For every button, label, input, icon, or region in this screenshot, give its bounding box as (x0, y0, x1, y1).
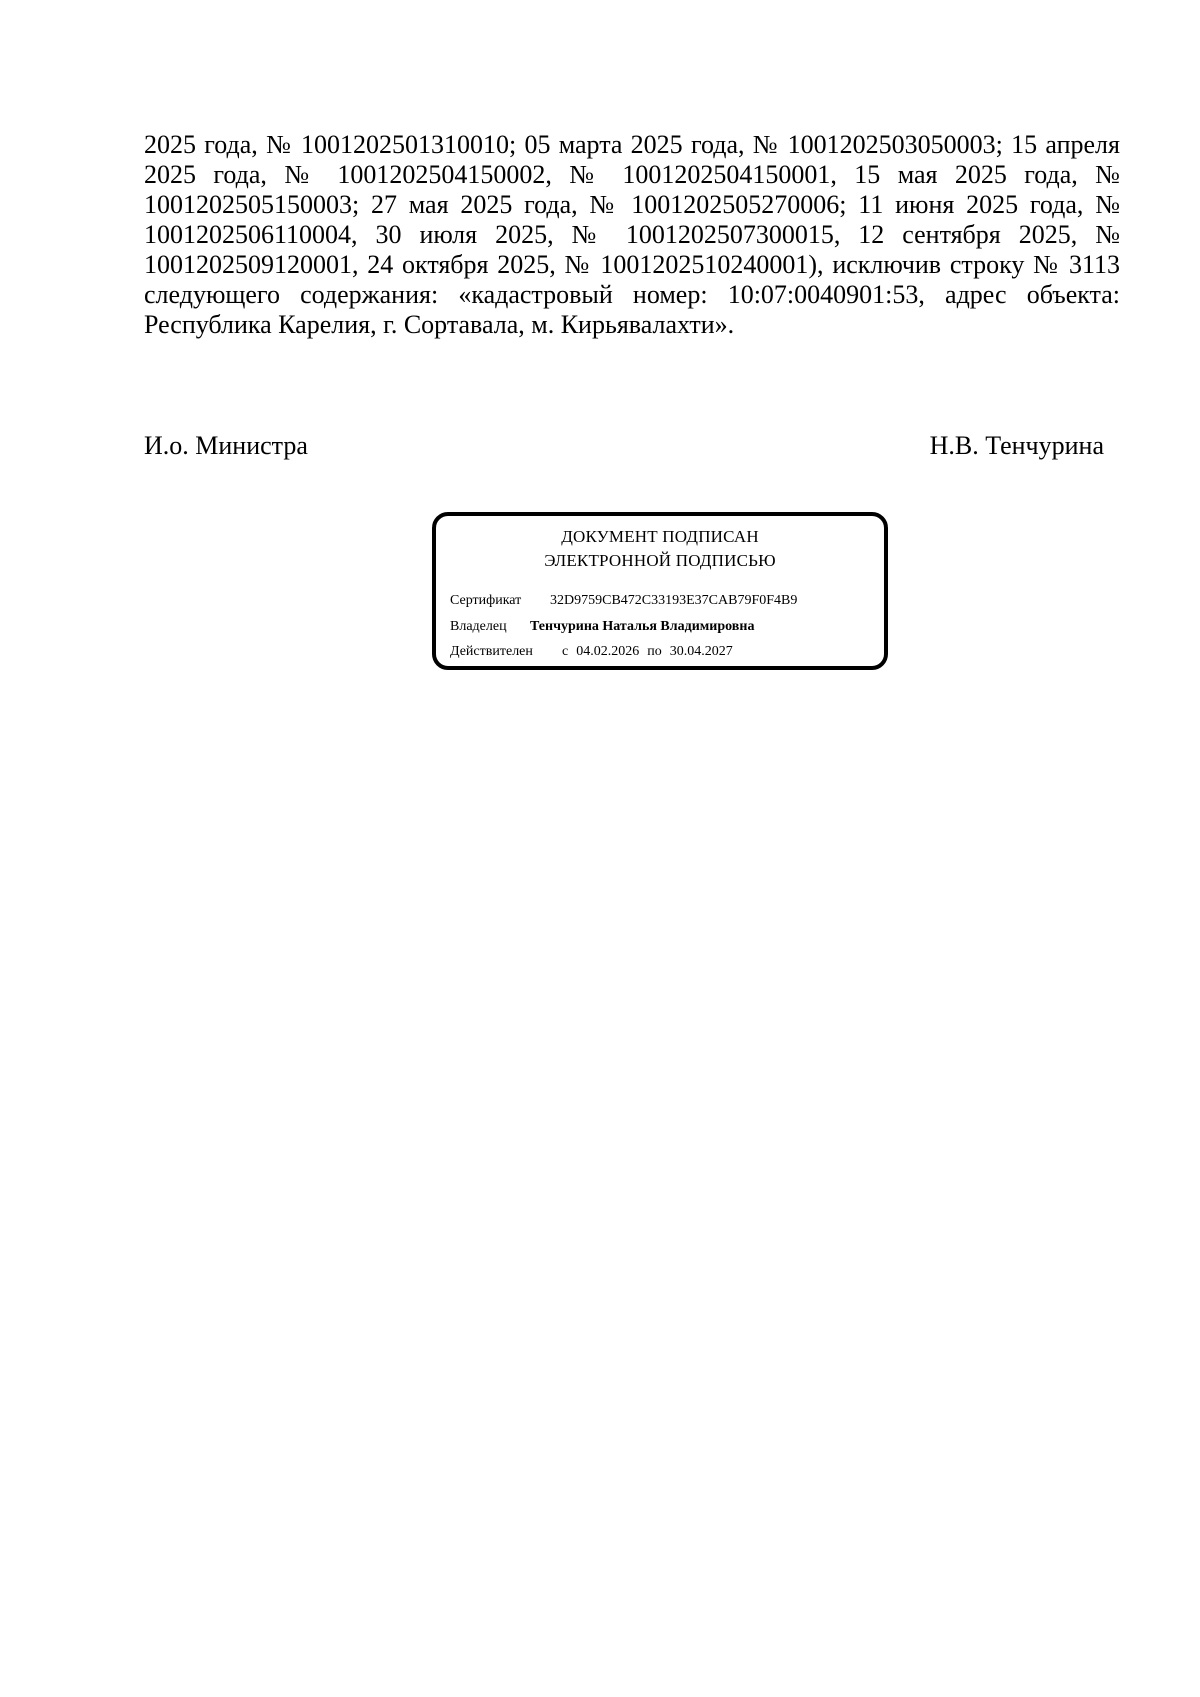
signatory-name: Н.В. Тенчурина (929, 431, 1104, 460)
signature-line (144, 431, 1104, 461)
owner-label: Владелец (450, 619, 507, 634)
certificate-label: Сертификат (450, 593, 522, 608)
certificate-value: 32D9759CB472C33193E37CAB79F0F4B9 (550, 593, 798, 608)
valid-from-date: 04.02.2026 (576, 644, 640, 659)
stamp-title-line2: ЭЛЕКТРОННОЙ ПОДПИСЬЮ (544, 551, 776, 570)
valid-from-prefix: с (562, 644, 569, 659)
stamp-validity-row (450, 643, 733, 661)
stamp-owner-row (450, 618, 754, 636)
signatory-position: И.о. Министра (144, 431, 308, 460)
electronic-signature-stamp (432, 512, 888, 670)
owner-value: Тенчурина Наталья Владимировна (530, 619, 755, 634)
valid-to-date: 30.04.2027 (669, 644, 733, 659)
valid-to-prefix: по (647, 644, 662, 659)
valid-label: Действителен (450, 644, 533, 659)
stamp-title-line1: ДОКУМЕНТ ПОДПИСАН (561, 527, 759, 546)
body-paragraph: 2025 года, № 1001202501310010; 05 марта 2025 года, № 1001202503050003; 15 апреля 2025 года, № 1001202504150002, № 1001202504150001, 15 мая 2025 года, № 1001202505150003; 27 мая 2025 года, № 1001202505270006; 11 июня 2025 года, № 1001202506110004, 30 июля 2025, № 1001202507300015, 12 сентября 2025, № 1001202509120001, 24 октября 2025, № 1001202510240001), исключив строку № 3113 следующего содержания: «кадастровый номер: 10:07:0040901:53, адрес объекта: Республика Карелия, г. Сортавала, м. Кирьявалахти». (144, 130, 1120, 339)
stamp-certificate-row (450, 592, 797, 610)
